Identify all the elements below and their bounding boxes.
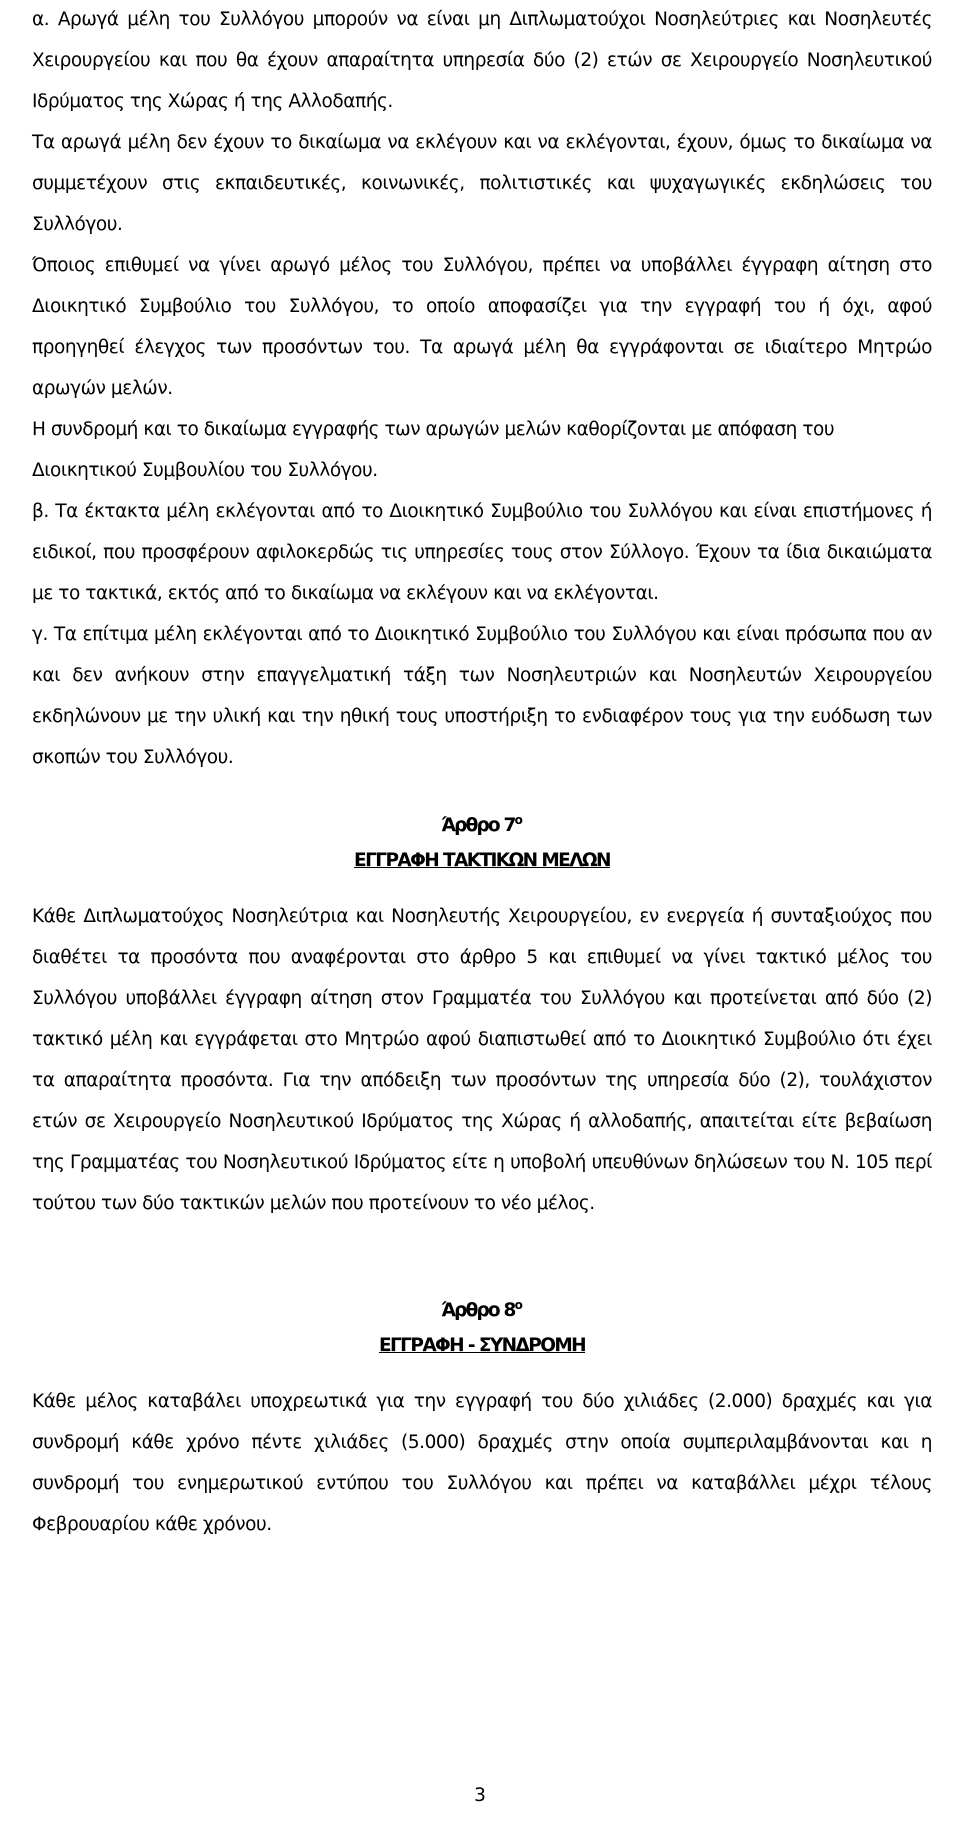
article8-heading <box>32 1290 932 1361</box>
article7-body: Κάθε Διπλωματούχος Νοσηλεύτρια και Νοσηλευτής Χειρουργείου, εν ενεργεία ή συνταξιούχος που διαθέτει τα προσόντα που αναφέρονται στο άρθρο 5 και επιθυμεί να γίνει τακτικό μέλος του Συλλόγου υποβάλλει έγγραφη αίτηση στον Γραμματέα του Συλλόγου και προτείνεται από δύο (2) τακτικό μέλη και εγγράφεται στο Μητρώο αφού διαπιστωθεί από το Διοικητικό Συμβούλιο ότι έχει τα απαραίτητα προσόντα. Για την απόδειξη των προσόντων της υπηρεσία δύο (2), τουλάχιστον ετών σε Χειρουργείο Νοσηλευτικού Ιδρύματος της Χώρας ή αλλοδαπής, απαιτείται είτε βεβαίωση της Γραμματέας του Νοσηλευτικού Ιδρύματος είτε η υποβολή υπευθύνων δηλώσεων του Ν. 105 περί τούτου των δύο τακτικών μελών που προτείνουν το νέο μέλος. <box>32 906 932 1215</box>
article8-ordinal: ο <box>514 1298 523 1313</box>
article7-title: Άρθρο $7^o$ <box>441 813 523 837</box>
article8-body: Κάθε μέλος καταβάλει υποχρεωτικά για την εγγραφή του δύο χιλιάδες (2.000) δραχμές και για συνδρομή κάθε χρόνο πέντε χιλιάδες (5.000) δραχμές στην οποία συμπεριλαμβάνονται και η συνδρομή του ενημερωτικού εντύπου του Συλλόγου και πρέπει να καταβάλλει μέχρι τέλους Φεβρουαρίου κάθε χρόνου. <box>32 1391 932 1536</box>
article7-ordinal: ο <box>514 813 523 827</box>
paragraph-auxiliary-members: α. Αρωγά μέλη του Συλλόγου μπορούν να είναι μη Διπλωματούχοι Νοσηλεύτριες και Νοσηλευτές Χειρουργείου και που θα έχουν απαραίτητα υπηρεσία δύο (2) ετών σε Χειρουργείο Νοσηλευτικού Ιδρύματος της Χώρας ή της Αλλοδαπής. <box>32 9 932 112</box>
article8-title: Άρθρο $8^o$ <box>441 1298 523 1322</box>
article7-subtitle: ΕΓΓΡΑΦΗ ΤΑΚΤΙΚΩΝ ΜΕΛΩΝ <box>354 850 610 872</box>
article6-members-section <box>32 0 932 778</box>
paragraph-extraordinary-members: β. Τα έκτακτα μέλη εκλέγονται από το Διοικητικό Συμβούλιο του Συλλόγου και είναι επιστήμονες ή ειδικοί, που προσφέρουν αφιλοκερδώς τις υπηρεσίες τους στον Σύλλογο. Έχουν τα ίδια δικαιώματα με το τακτικά, εκτός από το δικαίωμα να εκλέγουν και να εκλέγονται. <box>32 501 932 604</box>
page-number: 3 <box>474 1785 486 1806</box>
paragraph-honorary-members: γ. Τα επίτιμα μέλη εκλέγονται από το Διοικητικό Συμβούλιο του Συλλόγου και είναι πρόσωπα που αν και δεν ανήκουν στην επαγγελματική τάξη των Νοσηλευτριών και Νοσηλευτών Χειρουργείου εκδηλώνουν με την υλική και την ηθική τους υποστήριξη το ενδιαφέρον τους για την ευόδωση των σκοπών του Συλλόγου. <box>32 624 932 768</box>
paragraph-auxiliary-application: Όποιος επιθυμεί να γίνει αρωγό μέλος του Συλλόγου, πρέπει να υποβάλλει έγγραφη αίτηση στο Διοικητικό Συμβούλιο του Συλλόγου, το οποίο αποφασίζει για την εγγραφή του ή όχι, αφού προηγηθεί έλεγχος των προσόντων του. Τα αρωγά μέλη θα εγγράφονται σε ιδιαίτερο Μητρώο αρωγών μελών. <box>32 255 932 399</box>
article8-subtitle: ΕΓΓΡΑΦΗ - ΣΥΝΔΡΟΜΗ <box>378 1335 586 1357</box>
article7-heading <box>32 805 932 876</box>
document-page <box>32 0 932 1545</box>
paragraph-auxiliary-rights: Τα αρωγά μέλη δεν έχουν το δικαίωμα να εκλέγουν και να εκλέγονται, έχουν, όμως το δικαίωμα να συμμετέχουν στις εκπαιδευτικές, κοινωνικές, πολιτιστικές και ψυχαγωγικές εκδηλώσεις του Συλλόγου. <box>32 132 932 235</box>
paragraph-auxiliary-fees: Η συνδρομή και το δικαίωμα εγγραφής των αρωγών μελών καθορίζονται με απόφαση του Διοικητικού Συμβουλίου του Συλλόγου. <box>32 419 835 481</box>
